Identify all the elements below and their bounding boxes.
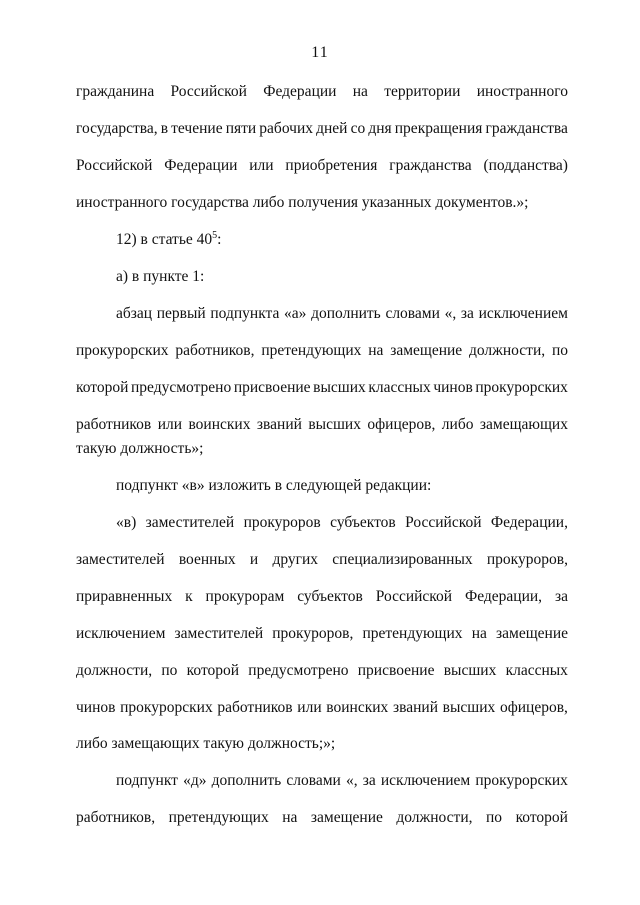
text-line [76, 119, 568, 139]
word: за [362, 772, 376, 789]
word: гражданства [485, 120, 568, 137]
word: замещение [496, 625, 568, 642]
word: на [282, 809, 298, 826]
word: претендующих [362, 625, 463, 642]
text-line: подпункт «в» изложить в следующей редакции: [116, 477, 432, 494]
word: заместителей [145, 514, 235, 531]
text-line [76, 415, 568, 435]
word: работников [76, 416, 152, 433]
word: замещение [310, 809, 383, 826]
text-line [76, 808, 568, 828]
word: заместителей [76, 551, 165, 568]
word: первый [156, 305, 206, 322]
word: воинских [188, 416, 251, 433]
word: других [272, 551, 319, 568]
word: присвоение [233, 379, 311, 396]
word: предусмотрено [248, 662, 349, 679]
word: должности, [469, 342, 546, 359]
word: претендующих [168, 809, 269, 826]
word: или [249, 157, 274, 174]
word: Федерации, [490, 514, 568, 531]
word: «в) [116, 514, 137, 531]
word: исключением [76, 625, 166, 642]
word: по [551, 342, 568, 359]
text-line: иностранного государства либо получения указанных документов.»; [76, 194, 529, 211]
word: званий [256, 416, 302, 433]
word: классных [368, 379, 431, 396]
word: «, [444, 305, 457, 322]
word: иностранного [476, 83, 568, 100]
word: претендующих [261, 342, 362, 359]
text-line [76, 304, 568, 324]
word: дней [316, 120, 348, 137]
word: приравненных [76, 588, 173, 605]
word: «а» [284, 305, 307, 322]
word: подпункт [116, 772, 178, 789]
word: чинов [76, 699, 116, 716]
word: заместителей [174, 625, 264, 642]
word: со [350, 120, 366, 137]
word: за [460, 305, 474, 322]
word: «д» [183, 772, 207, 789]
word: прокуроров [243, 514, 321, 531]
word: замещающих [479, 416, 568, 433]
word: должности, [396, 809, 473, 826]
word: или [297, 699, 322, 716]
text-line [76, 587, 568, 607]
word: по [486, 809, 503, 826]
word: высших [442, 699, 496, 716]
word: прокурорских [475, 772, 568, 789]
word: гражданства [389, 157, 472, 174]
word: Российской [375, 588, 453, 605]
word: на [352, 83, 368, 100]
word: гражданина [76, 83, 155, 100]
word: абзац [116, 305, 153, 322]
word: которой [76, 379, 129, 396]
word: на [471, 625, 487, 642]
article-heading [76, 230, 568, 250]
word: Федерации, [464, 588, 543, 605]
word: субъектов [297, 588, 363, 605]
word: прокуроров, [272, 625, 354, 642]
text-line: а) в пункте 1: [116, 268, 205, 285]
word: прекращения [394, 120, 483, 137]
word: на [368, 342, 384, 359]
text-line [76, 624, 568, 644]
word: или [157, 416, 183, 433]
word: Российской [76, 157, 153, 174]
word: офицеров, [367, 416, 436, 433]
word: дополнить [211, 772, 282, 789]
text-line [76, 156, 568, 176]
word: исключением [478, 305, 568, 322]
word: прокурорских [76, 342, 169, 359]
article-superscript: 5 [212, 229, 218, 241]
text-line [76, 698, 568, 718]
word: государства, [76, 120, 158, 137]
word: Российской [405, 514, 482, 531]
word: работников [217, 699, 293, 716]
word: Российской [170, 83, 247, 100]
word: словами [286, 772, 341, 789]
word: дня [368, 120, 392, 137]
word: Федерации [263, 83, 337, 100]
text-line [76, 771, 568, 791]
word: высших [308, 416, 361, 433]
text-line [76, 378, 568, 398]
word: предусмотрено [131, 379, 232, 396]
word: «, [345, 772, 358, 789]
word: работников, [175, 342, 255, 359]
word: которой [515, 809, 568, 826]
word: офицеров, [499, 699, 568, 716]
word: прокурорских [120, 699, 213, 716]
word: прокуроров, [486, 551, 568, 568]
word: к [185, 588, 193, 605]
word: воинских [326, 699, 389, 716]
text-line: такую должность»; [76, 440, 204, 457]
text-line [76, 661, 568, 681]
word: высших [313, 379, 366, 396]
word: (подданства) [483, 157, 568, 174]
word: работников, [76, 809, 156, 826]
word: которой [186, 662, 240, 679]
word: исключением [380, 772, 471, 789]
word: замещение [390, 342, 463, 359]
word: за [554, 588, 568, 605]
word: высших [443, 662, 497, 679]
article-heading-text: 12) в статье 40 [116, 231, 213, 248]
word: военных [178, 551, 236, 568]
word: должности, [76, 662, 153, 679]
word: в [160, 120, 169, 137]
text-line [76, 82, 568, 102]
word: территории [384, 83, 461, 100]
word: субъектов [330, 514, 396, 531]
word: прокурорских [475, 379, 568, 396]
word: специализированных [332, 551, 473, 568]
word: и [249, 551, 259, 568]
word: званий [392, 699, 438, 716]
word: течение [171, 120, 223, 137]
word: подпункта [210, 305, 280, 322]
word: классных [505, 662, 568, 679]
text-line: либо замещающих такую должность;»; [76, 735, 336, 752]
word: словами [385, 305, 440, 322]
text-line [76, 550, 568, 570]
word: прокурорам [205, 588, 285, 605]
article-heading-colon: : [217, 231, 222, 248]
word: дополнить [311, 305, 381, 322]
text-line [76, 513, 568, 533]
word: пяти [225, 120, 257, 137]
word: Федерации [164, 157, 238, 174]
word: приобретения [285, 157, 378, 174]
word: либо [441, 416, 474, 433]
word: рабочих [259, 120, 314, 137]
word: чинов [433, 379, 473, 396]
page-number: 11 [311, 44, 329, 61]
word: по [161, 662, 178, 679]
word: присвоение [357, 662, 435, 679]
text-line [76, 341, 568, 361]
